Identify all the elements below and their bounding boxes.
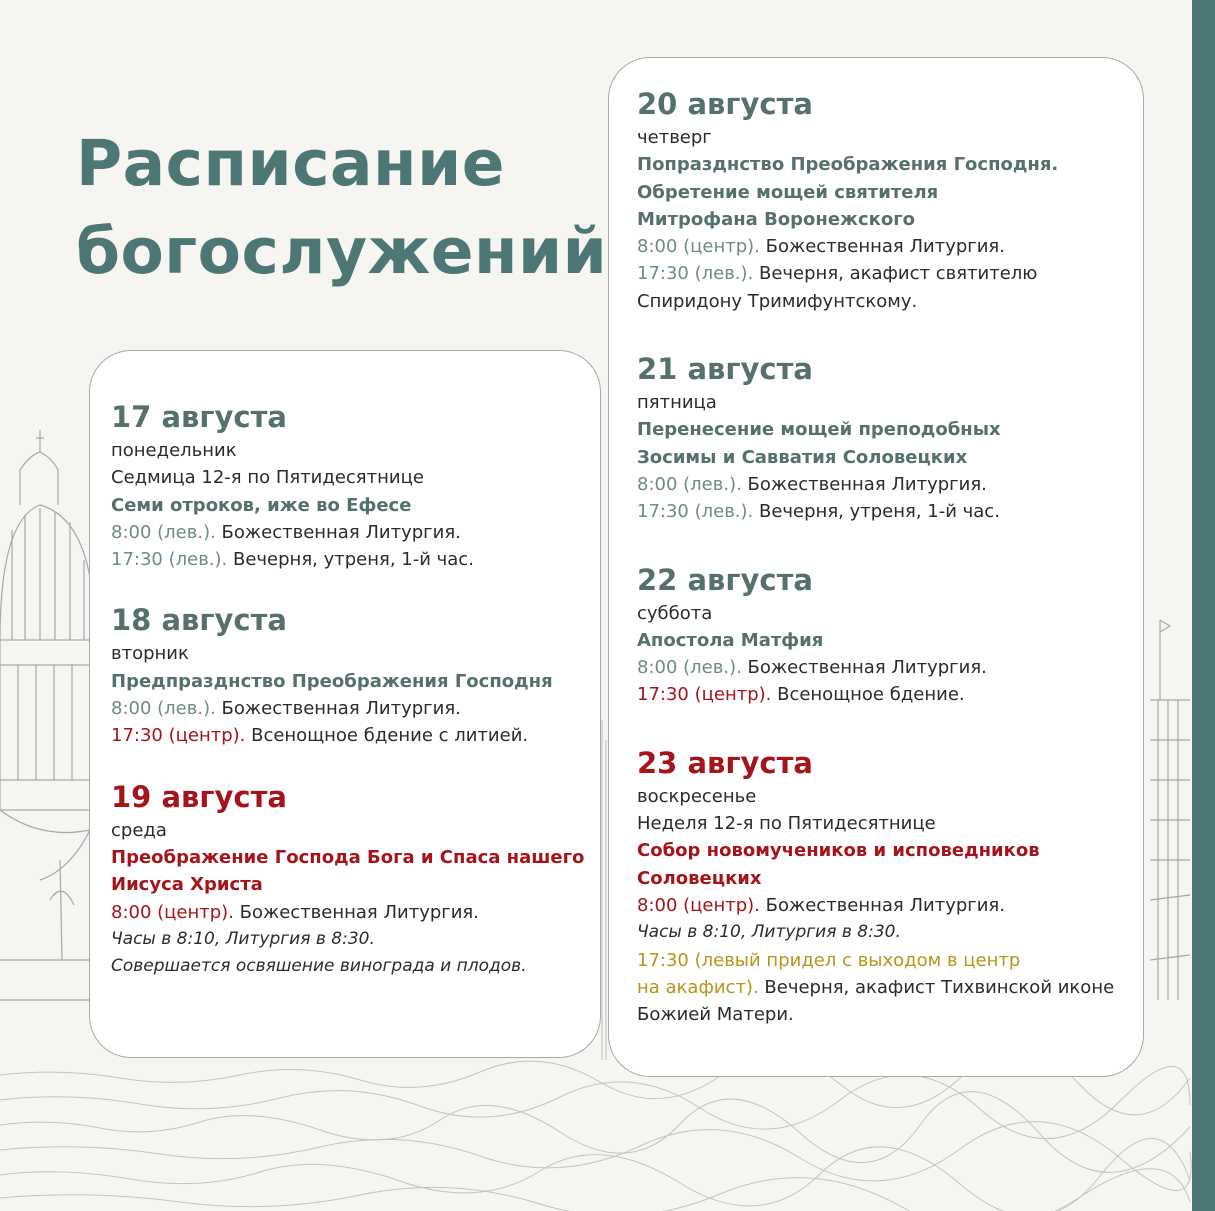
day-feast: Зосимы и Савватия Соловецких [637, 446, 968, 468]
day-date: 20 августа [637, 87, 813, 121]
service-time: 8:00 (лев.). [637, 657, 742, 679]
service-line [111, 695, 600, 722]
day-date: 23 августа [637, 745, 813, 780]
day-weekday: воскресенье [637, 785, 757, 807]
day-weekday: понедельник [111, 440, 237, 461]
service-text: Божественная Литургия. [233, 901, 479, 923]
service-text: Божественная Литургия. [215, 698, 461, 720]
day-17 [111, 399, 600, 573]
service-time: 17:30 (лев.). [637, 263, 754, 285]
service-line [637, 974, 1143, 1001]
service-line [637, 471, 1143, 498]
day-18 [111, 602, 600, 749]
title-line-1: Расписание [76, 127, 505, 200]
service-line [637, 260, 1143, 287]
day-19 [111, 779, 600, 981]
day-weekday: пятница [637, 392, 717, 414]
day-weekday: среда [111, 819, 167, 841]
service-time: 8:00 (центр). [111, 901, 234, 923]
day-date: 19 августа [111, 779, 287, 814]
service-text: Божественная Литургия. [759, 894, 1005, 916]
service-text: Божественная Литургия. [741, 657, 987, 679]
service-line [637, 947, 1143, 974]
day-weekday: четверг [637, 127, 712, 148]
page-title [76, 120, 607, 296]
service-line [111, 722, 600, 749]
day-feast: Апостола Матфия [637, 629, 824, 651]
service-time: 17:30 (лев.). [111, 549, 228, 571]
day-feast: Митрофана Воронежского [637, 208, 915, 230]
day-feast: Предпразднство Преображения Господня [111, 670, 553, 692]
service-line [637, 892, 1143, 919]
service-note: Совершается освяшение винограда и плодов. [111, 956, 527, 977]
day-feast: Попразднство Преображения Господня. [637, 154, 1059, 176]
service-text-cont: Божией Матери. [637, 1004, 794, 1026]
service-note: Часы в 8:10, Литургия в 8:30. [637, 922, 901, 943]
service-line [637, 681, 1143, 708]
service-time: 8:00 (центр). [637, 894, 760, 916]
day-weekday: вторник [111, 643, 189, 665]
day-feast: Собор новомучеников и исповедников [637, 840, 1040, 862]
service-time: 8:00 (лев.). [637, 473, 742, 495]
service-line [637, 498, 1143, 525]
service-text: Божественная Литургия. [741, 473, 987, 495]
day-20 [637, 86, 1143, 315]
day-feast: Обретение мощей святителя [637, 181, 939, 203]
day-22 [637, 562, 1143, 709]
day-feast: Семи отроков, иже во Ефесе [111, 494, 412, 516]
schedule-card-left [89, 350, 601, 1058]
service-line [111, 899, 600, 926]
day-weekday: суббота [637, 602, 713, 624]
service-line [111, 519, 600, 546]
day-week: Седмица 12-я по Пятидесятнице [111, 467, 424, 489]
service-time: 17:30 (лев.). [637, 501, 754, 523]
day-date: 22 августа [637, 562, 813, 597]
schedule-card-right [608, 57, 1144, 1077]
day-week: Неделя 12-я по Пятидесятнице [637, 813, 936, 835]
day-date: 17 августа [111, 400, 287, 434]
service-time: 17:30 (центр). [637, 684, 772, 706]
day-date: 21 августа [637, 352, 813, 387]
service-text-cont: Спиридону Тримифунтскому. [637, 290, 918, 312]
service-line [637, 654, 1143, 681]
day-feast: Соловецких [637, 867, 762, 889]
service-text: Всенощное бдение. [771, 684, 965, 706]
title-line-2: богослужений [76, 215, 608, 288]
service-line [637, 233, 1143, 260]
service-text: Всенощное бдение с литией. [245, 725, 529, 747]
day-feast: Иисуса Христа [111, 874, 263, 896]
service-time: на акафист). [637, 976, 759, 998]
service-note: Часы в 8:10, Литургия в 8:30. [111, 928, 375, 949]
service-time: 17:30 (левый придел с выходом в центр [637, 949, 1021, 971]
service-line [111, 546, 600, 573]
service-text: Вечерня, акафист святителю [753, 263, 1038, 285]
service-time: 8:00 (лев.). [111, 521, 216, 543]
service-time: 17:30 (центр). [111, 725, 246, 747]
service-text: Вечерня, акафист Тихвинской иконе [758, 976, 1115, 998]
day-date: 18 августа [111, 603, 287, 638]
day-21 [637, 351, 1143, 525]
service-time: 8:00 (лев.). [111, 698, 216, 720]
day-feast: Перенесение мощей преподобных [637, 419, 1001, 441]
day-feast: Преображение Господа Бога и Спаса нашего [111, 846, 585, 868]
service-text: Вечерня, утреня, 1-й час. [227, 549, 474, 571]
day-23 [637, 745, 1143, 1029]
service-text: Божественная Литургия. [759, 236, 1005, 258]
service-time: 8:00 (центр). [637, 236, 760, 258]
service-text: Вечерня, утреня, 1-й час. [753, 501, 1000, 523]
service-text: Божественная Литургия. [215, 521, 461, 543]
side-stripe [1192, 0, 1215, 1211]
